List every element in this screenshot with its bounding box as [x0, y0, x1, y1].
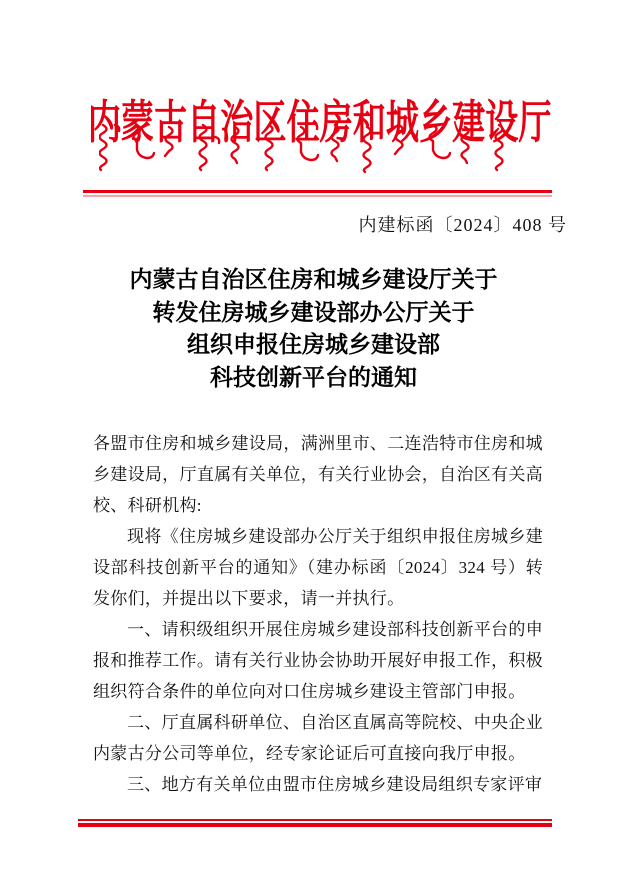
- paragraph-item-1: 一、请积级组织开展住房城乡建设部科技创新平台的申报和推荐工作。请有关行业协会协助开展好申报工作，积极组织符合条件的单位向对口住房城乡建设主管部门申报。: [93, 620, 543, 701]
- paragraph-item-3: 三、地方有关单位由盟市住房城乡建设局组织专家评审: [127, 775, 543, 794]
- title-line-4: 科技创新平台的通知: [210, 364, 417, 390]
- document-title: [0, 264, 627, 394]
- footer-divider-thick-line: [78, 823, 552, 827]
- mongolian-script-icon: [99, 123, 529, 177]
- mongolian-script-graphic: [0, 123, 627, 177]
- header-divider-thick-line: [83, 190, 552, 193]
- header-divider-thin-line: [83, 195, 552, 197]
- title-line-3: 组织申报住房城乡建设部: [187, 332, 440, 357]
- document-number: 内建标函〔2024〕408 号: [358, 215, 567, 235]
- footer-divider-thin-line: [78, 819, 552, 821]
- agency-letterhead: 内蒙古自治区住房和城乡建设厅: [87, 96, 552, 148]
- paragraph-intro: 现将《住房城乡建设部办公厅关于组织申报住房城乡建设部科技创新平台的通知》（建办标函〔2024〕324 号）转发你们，并提出以下要求，请一并执行。: [93, 527, 543, 608]
- paragraph-recipients: 各盟市住房和城乡建设局，满洲里市、二连浩特市住房和城乡建设局，厅直属有关单位，有关行业协会，自治区有关高校、科研机构:: [93, 434, 543, 515]
- title-line-2: 转发住房城乡建设部办公厅关于: [152, 299, 475, 325]
- header-divider: [83, 190, 552, 197]
- footer-divider: [78, 819, 552, 827]
- paragraph-item-2: 二、厅直属科研单位、自治区直属高等院校、中央企业内蒙古分公司等单位，经专家论证后可直接向我厅申报。: [93, 713, 543, 763]
- title-line-1: 内蒙古自治区住房和城乡建设厅关于: [129, 267, 498, 292]
- document-body: [93, 428, 543, 800]
